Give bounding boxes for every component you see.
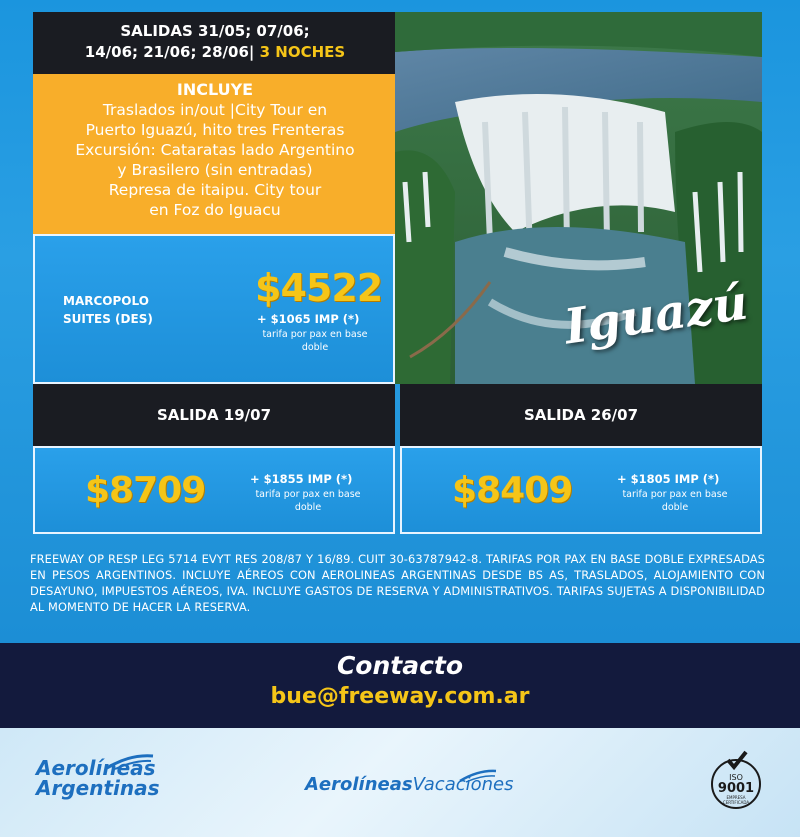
iso-sub-2: CERTIFICADA: [722, 800, 750, 805]
iso-sub-1: EMPRESA: [726, 795, 746, 800]
hotel-price-card[interactable]: [33, 234, 395, 384]
departure-2-header: SALIDA 26/07: [400, 384, 762, 446]
departure-1-header: SALIDA 19/07: [33, 384, 395, 446]
swoosh-icon: [458, 768, 498, 784]
legal-disclaimer: FREEWAY OP RESP LEG 5714 EVYT RES 208/87 Y 16/89. CUIT 30-63787942-8. TARIFAS POR PAX EN BASE DOBLE EXPRESADAS EN PESOS ARGENTINOS. INCLUYE AÉREOS CON AEROLINEAS ARGENTINAS DESDE BS AS, TRASLADOS, ALOJAMIENTO CON DESAYUNO, IMPUESTOS AÉREOS, IVA. INCLUYE GASTOS DE RESERVA Y ADMINISTRATIVOS. TARIFAS SUJETAS A DISPONIBILIDAD AL MOMENTO DE HACER LA RESERVA.: [30, 552, 765, 614]
includes-line: Represa de itaipu. City tour: [108, 181, 322, 199]
logo-ar-line1: Aerolíneas: [36, 756, 156, 780]
contact-email-link[interactable]: bue@freeway.com.ar: [270, 684, 530, 709]
contact-title: Contacto: [336, 651, 464, 680]
includes-line: Traslados in/out |City Tour en: [102, 101, 328, 119]
hotel-rate-note: tarifa por pax en base doble: [262, 329, 368, 353]
logo-av-bold: Aerolíneas: [305, 774, 413, 795]
includes-line: Puerto Iguazú, hito tres Frenteras: [85, 121, 345, 139]
iso-number: 9001: [717, 781, 755, 796]
iso-top-text: ISO: [729, 773, 743, 782]
departure-2-tax: + $1805 IMP (*): [617, 472, 720, 486]
departure-1-price-card[interactable]: [33, 446, 395, 534]
dates-line-1: SALIDAS 31/05; 07/06;: [120, 22, 310, 40]
departure-1-rate-note: tarifa por pax en base doble: [255, 489, 361, 513]
includes-title: INCLUYE: [176, 80, 254, 99]
includes-line: Excursión: Cataratas lado Argentino: [75, 141, 355, 159]
departure-1-tax: + $1855 IMP (*): [250, 472, 353, 486]
partner-logos-footer: [0, 728, 800, 837]
hotel-name: MARCOPOLO SUITES (DES): [63, 294, 153, 326]
departure-2-rate-note: tarifa por pax en base doble: [622, 489, 728, 513]
nights-count: 3 NOCHES: [259, 43, 346, 61]
destination-caption: Iguazú: [560, 274, 752, 356]
dates-line-2-text: 14/06; 21/06; 28/06|: [84, 43, 255, 61]
departure-dates-header: [33, 12, 397, 74]
hotel-price: $4522: [255, 266, 383, 310]
dates-line-2: [33, 42, 397, 63]
includes-line: y Brasilero (sin entradas): [117, 161, 313, 179]
swoosh-icon: [105, 752, 155, 772]
contact-banner: [0, 643, 800, 728]
logo-av-rest: Vacaciones: [412, 774, 514, 795]
iso-9001-seal-icon: [706, 750, 766, 814]
hotel-tax: + $1065 IMP (*): [257, 312, 360, 326]
departure-2-price: $8409: [452, 470, 573, 511]
logo-ar-line2: Argentinas: [36, 776, 160, 800]
iguazu-falls-photo: [395, 12, 762, 384]
includes-box: [33, 74, 397, 234]
includes-line: en Foz do Iguacu: [149, 201, 281, 219]
departure-2-price-card[interactable]: [400, 446, 762, 534]
departure-1-price: $8709: [85, 470, 206, 511]
